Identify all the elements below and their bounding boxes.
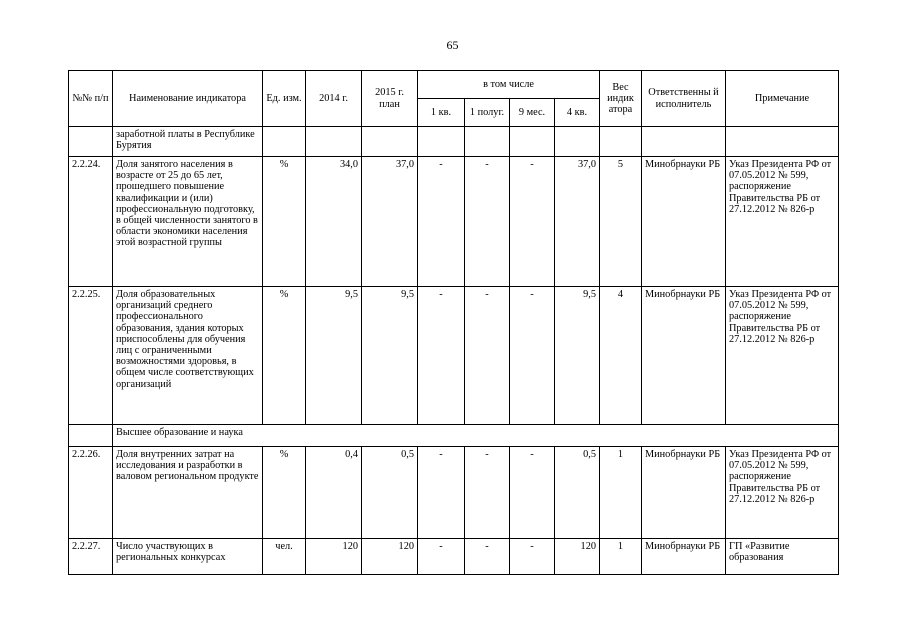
cell-name: Доля образовательных организаций среднего профессионального образования, здания которых приспособлены для обучения лиц с ограниченными возможностями здоровья, в общем числе соответствующих организаций bbox=[113, 287, 263, 425]
cell-name: Число участвующих в региональных конкурсах bbox=[113, 539, 263, 575]
cell-y2014: 9,5 bbox=[306, 287, 362, 425]
cell-weight: 5 bbox=[600, 157, 642, 287]
header-unit: Ед. изм. bbox=[263, 71, 306, 127]
continuation-row bbox=[69, 127, 839, 157]
cell-m9: - bbox=[510, 539, 555, 575]
cell-unit: чел. bbox=[263, 539, 306, 575]
cell-q1: - bbox=[418, 157, 465, 287]
cell-resp: Минобрнауки РБ bbox=[642, 157, 726, 287]
cell-name: Доля занятого населения в возрасте от 25 до 65 лет, прошедшего повышение квалификации и (или) профессиональную подготовку, в общей численности занятого в области экономики населения этой возрастной группы bbox=[113, 157, 263, 287]
cell-m9: - bbox=[510, 157, 555, 287]
header-weight: Вес индик атора bbox=[600, 71, 642, 127]
cell-y2015: 120 bbox=[362, 539, 418, 575]
cell-m9: - bbox=[510, 287, 555, 425]
cell-q1: - bbox=[418, 539, 465, 575]
header-q4: 4 кв. bbox=[555, 99, 600, 127]
header-row bbox=[69, 71, 839, 99]
cell-y2015: 9,5 bbox=[362, 287, 418, 425]
cell-num: 2.2.25. bbox=[69, 287, 113, 425]
cell-q4: 37,0 bbox=[555, 157, 600, 287]
cell-note: Указ Президента РФ от 07.05.2012 № 599, распоряжение Правительства РБ от 27.12.2012 № 826-р bbox=[726, 157, 839, 287]
cell-note: Указ Президента РФ от 07.05.2012 № 599, распоряжение Правительства РБ от 27.12.2012 № 826-р bbox=[726, 447, 839, 539]
cell-unit: % bbox=[263, 447, 306, 539]
continuation-text: заработной платы в Республике Бурятия bbox=[113, 127, 263, 157]
cell-q4: 0,5 bbox=[555, 447, 600, 539]
header-2015: 2015 г. план bbox=[362, 71, 418, 127]
cell-half: - bbox=[465, 447, 510, 539]
header-2014: 2014 г. bbox=[306, 71, 362, 127]
cell-resp: Минобрнауки РБ bbox=[642, 287, 726, 425]
table-row bbox=[69, 447, 839, 539]
cell-weight: 1 bbox=[600, 447, 642, 539]
cell-q1: - bbox=[418, 447, 465, 539]
header-note: Примечание bbox=[726, 71, 839, 127]
cell-q1: - bbox=[418, 287, 465, 425]
header-q1: 1 кв. bbox=[418, 99, 465, 127]
cell-half: - bbox=[465, 287, 510, 425]
section-row bbox=[69, 425, 839, 447]
cell-resp: Минобрнауки РБ bbox=[642, 539, 726, 575]
table-row bbox=[69, 539, 839, 575]
cell-weight: 1 bbox=[600, 539, 642, 575]
cell-y2015: 37,0 bbox=[362, 157, 418, 287]
cell-unit: % bbox=[263, 287, 306, 425]
cell-num: 2.2.24. bbox=[69, 157, 113, 287]
cell-resp: Минобрнауки РБ bbox=[642, 447, 726, 539]
header-9m: 9 мес. bbox=[510, 99, 555, 127]
table-row bbox=[69, 287, 839, 425]
header-name: Наименование индикатора bbox=[113, 71, 263, 127]
cell-weight: 4 bbox=[600, 287, 642, 425]
cell-q4: 9,5 bbox=[555, 287, 600, 425]
page-number: 65 bbox=[446, 38, 459, 52]
cell-unit: % bbox=[263, 157, 306, 287]
cell-y2014: 120 bbox=[306, 539, 362, 575]
section-title: Высшее образование и наука bbox=[113, 425, 839, 447]
cell-q4: 120 bbox=[555, 539, 600, 575]
cell-half: - bbox=[465, 539, 510, 575]
header-including: в том числе bbox=[418, 71, 600, 99]
header-responsible: Ответственны й исполнитель bbox=[642, 71, 726, 127]
header-num: №№ п/п bbox=[69, 71, 113, 127]
cell-m9: - bbox=[510, 447, 555, 539]
cell-y2015: 0,5 bbox=[362, 447, 418, 539]
table-row bbox=[69, 157, 839, 287]
cell-note: ГП «Развитие образования bbox=[726, 539, 839, 575]
cell-half: - bbox=[465, 157, 510, 287]
cell-note: Указ Президента РФ от 07.05.2012 № 599, распоряжение Правительства РБ от 27.12.2012 № 826-р bbox=[726, 287, 839, 425]
cell-y2014: 34,0 bbox=[306, 157, 362, 287]
indicators-table bbox=[68, 70, 839, 575]
cell-num: 2.2.27. bbox=[69, 539, 113, 575]
header-half: 1 полуг. bbox=[465, 99, 510, 127]
cell-num: 2.2.26. bbox=[69, 447, 113, 539]
cell-name: Доля внутренних затрат на исследования и разработки в валовом региональном продукте bbox=[113, 447, 263, 539]
cell-y2014: 0,4 bbox=[306, 447, 362, 539]
